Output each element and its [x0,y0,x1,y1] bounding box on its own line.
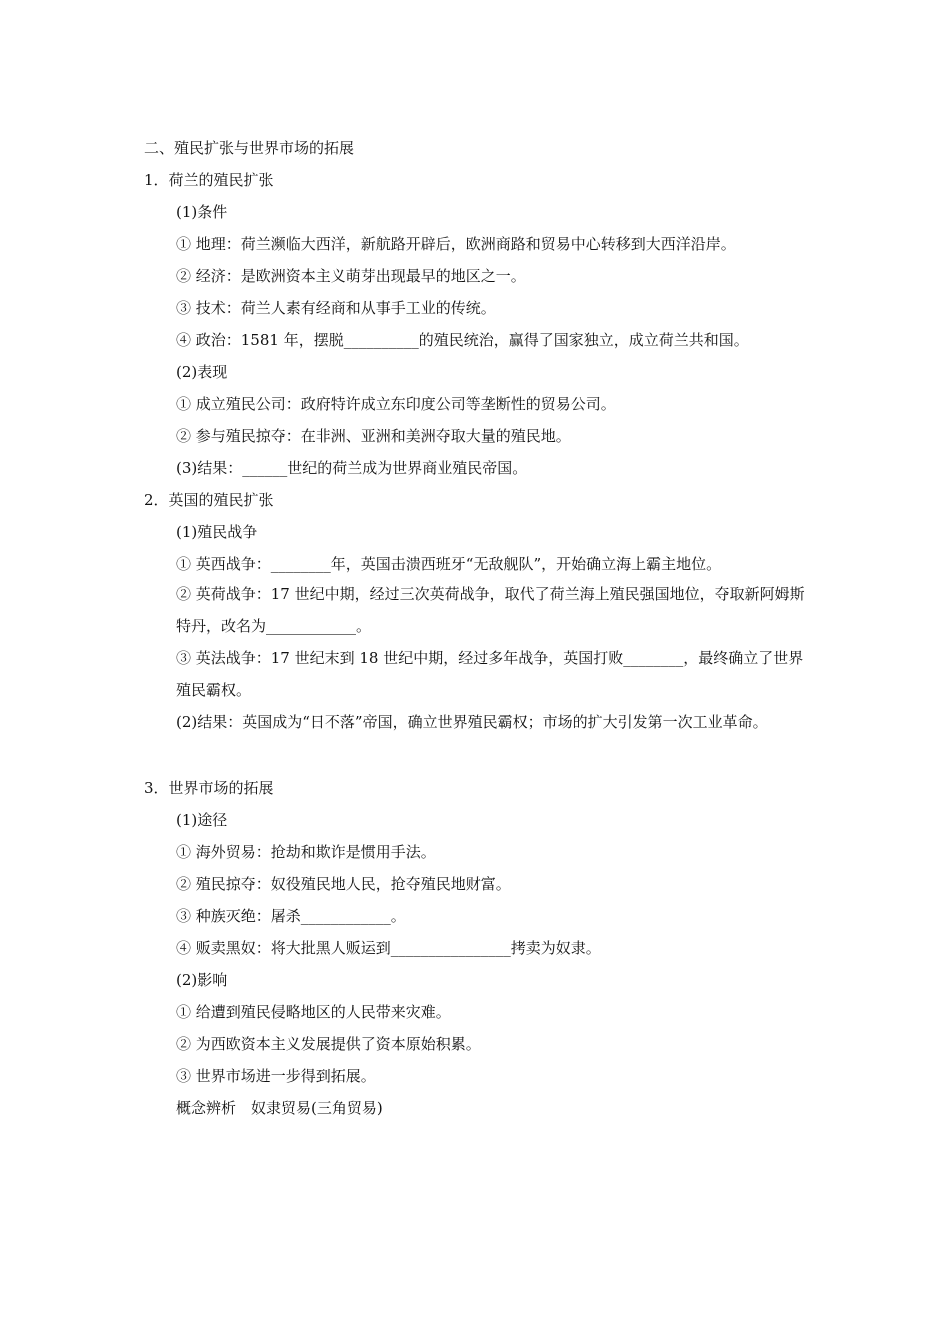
war-anglo-spanish: ① 英西战争：________年，英国击溃西班牙“无敌舰队”，开始确立海上霸主地位。 [176,555,722,573]
war-anglo-french: ③ 英法战争：17 世纪末到 18 世纪中期，经过多年战争，英国打败________，最终确立了世界殖民霸权。 [176,649,804,699]
condition-politics: ④ 政治：1581 年，摆脱__________的殖民统治，赢得了国家独立，成立荷兰共和国。 [176,331,749,349]
heading-world-market: 3．世界市场的拓展 [144,779,274,797]
subheading-impact: (2)影响 [176,971,228,989]
way-colonial-plunder: ② 殖民掠夺：奴役殖民地人民，抢夺殖民地财富。 [176,875,511,893]
condition-geography: ① 地理：荷兰濒临大西洋，新航路开辟后，欧洲商路和贸易中心转移到大西洋沿岸。 [176,235,736,253]
way-overseas-trade: ① 海外贸易：抢劫和欺诈是惯用手法。 [176,843,436,861]
impact-capital: ② 为西欧资本主义发展提供了资本原始积累。 [176,1035,481,1053]
performance-company: ① 成立殖民公司：政府特许成立东印度公司等垄断性的贸易公司。 [176,395,616,413]
impact-market: ③ 世界市场进一步得到拓展。 [176,1067,376,1085]
subheading-ways: (1)途径 [176,811,228,829]
way-slave-trade: ④ 贩卖黑奴：将大批黑人贩运到________________拷卖为奴隶。 [176,939,601,957]
war-anglo-dutch: ② 英荷战争：17 世纪中期，经过三次英荷战争，取代了荷兰海上殖民强国地位，夺取新阿姆斯特丹，改名为____________。 [176,585,805,635]
condition-technology: ③ 技术：荷兰人素有经商和从事手工业的传统。 [176,299,496,317]
heading-britain: 2．英国的殖民扩张 [144,491,274,509]
impact-disaster: ① 给遭到殖民侵略地区的人民带来灾难。 [176,1003,451,1021]
condition-economy: ② 经济：是欧洲资本主义萌芽出现最早的地区之一。 [176,267,526,285]
subheading-performance: (2)表现 [176,363,228,381]
section-title: 二、殖民扩张与世界市场的拓展 [144,139,355,157]
performance-plunder: ② 参与殖民掠夺：在非洲、亚洲和美洲夺取大量的殖民地。 [176,427,571,445]
subheading-colonial-wars: (1)殖民战争 [176,523,258,541]
way-genocide: ③ 种族灭绝：屠杀____________。 [176,907,406,925]
heading-netherlands: 1．荷兰的殖民扩张 [144,171,274,189]
result-britain: (2)结果：英国成为“日不落”帝国，确立世界殖民霸权；市场的扩大引发第一次工业革命。 [176,713,768,731]
subheading-conditions: (1)条件 [176,203,228,221]
concept-analysis: 概念辨析 奴隶贸易(三角贸易) [176,1099,383,1117]
result-netherlands: (3)结果：______世纪的荷兰成为世界商业殖民帝国。 [176,459,528,477]
